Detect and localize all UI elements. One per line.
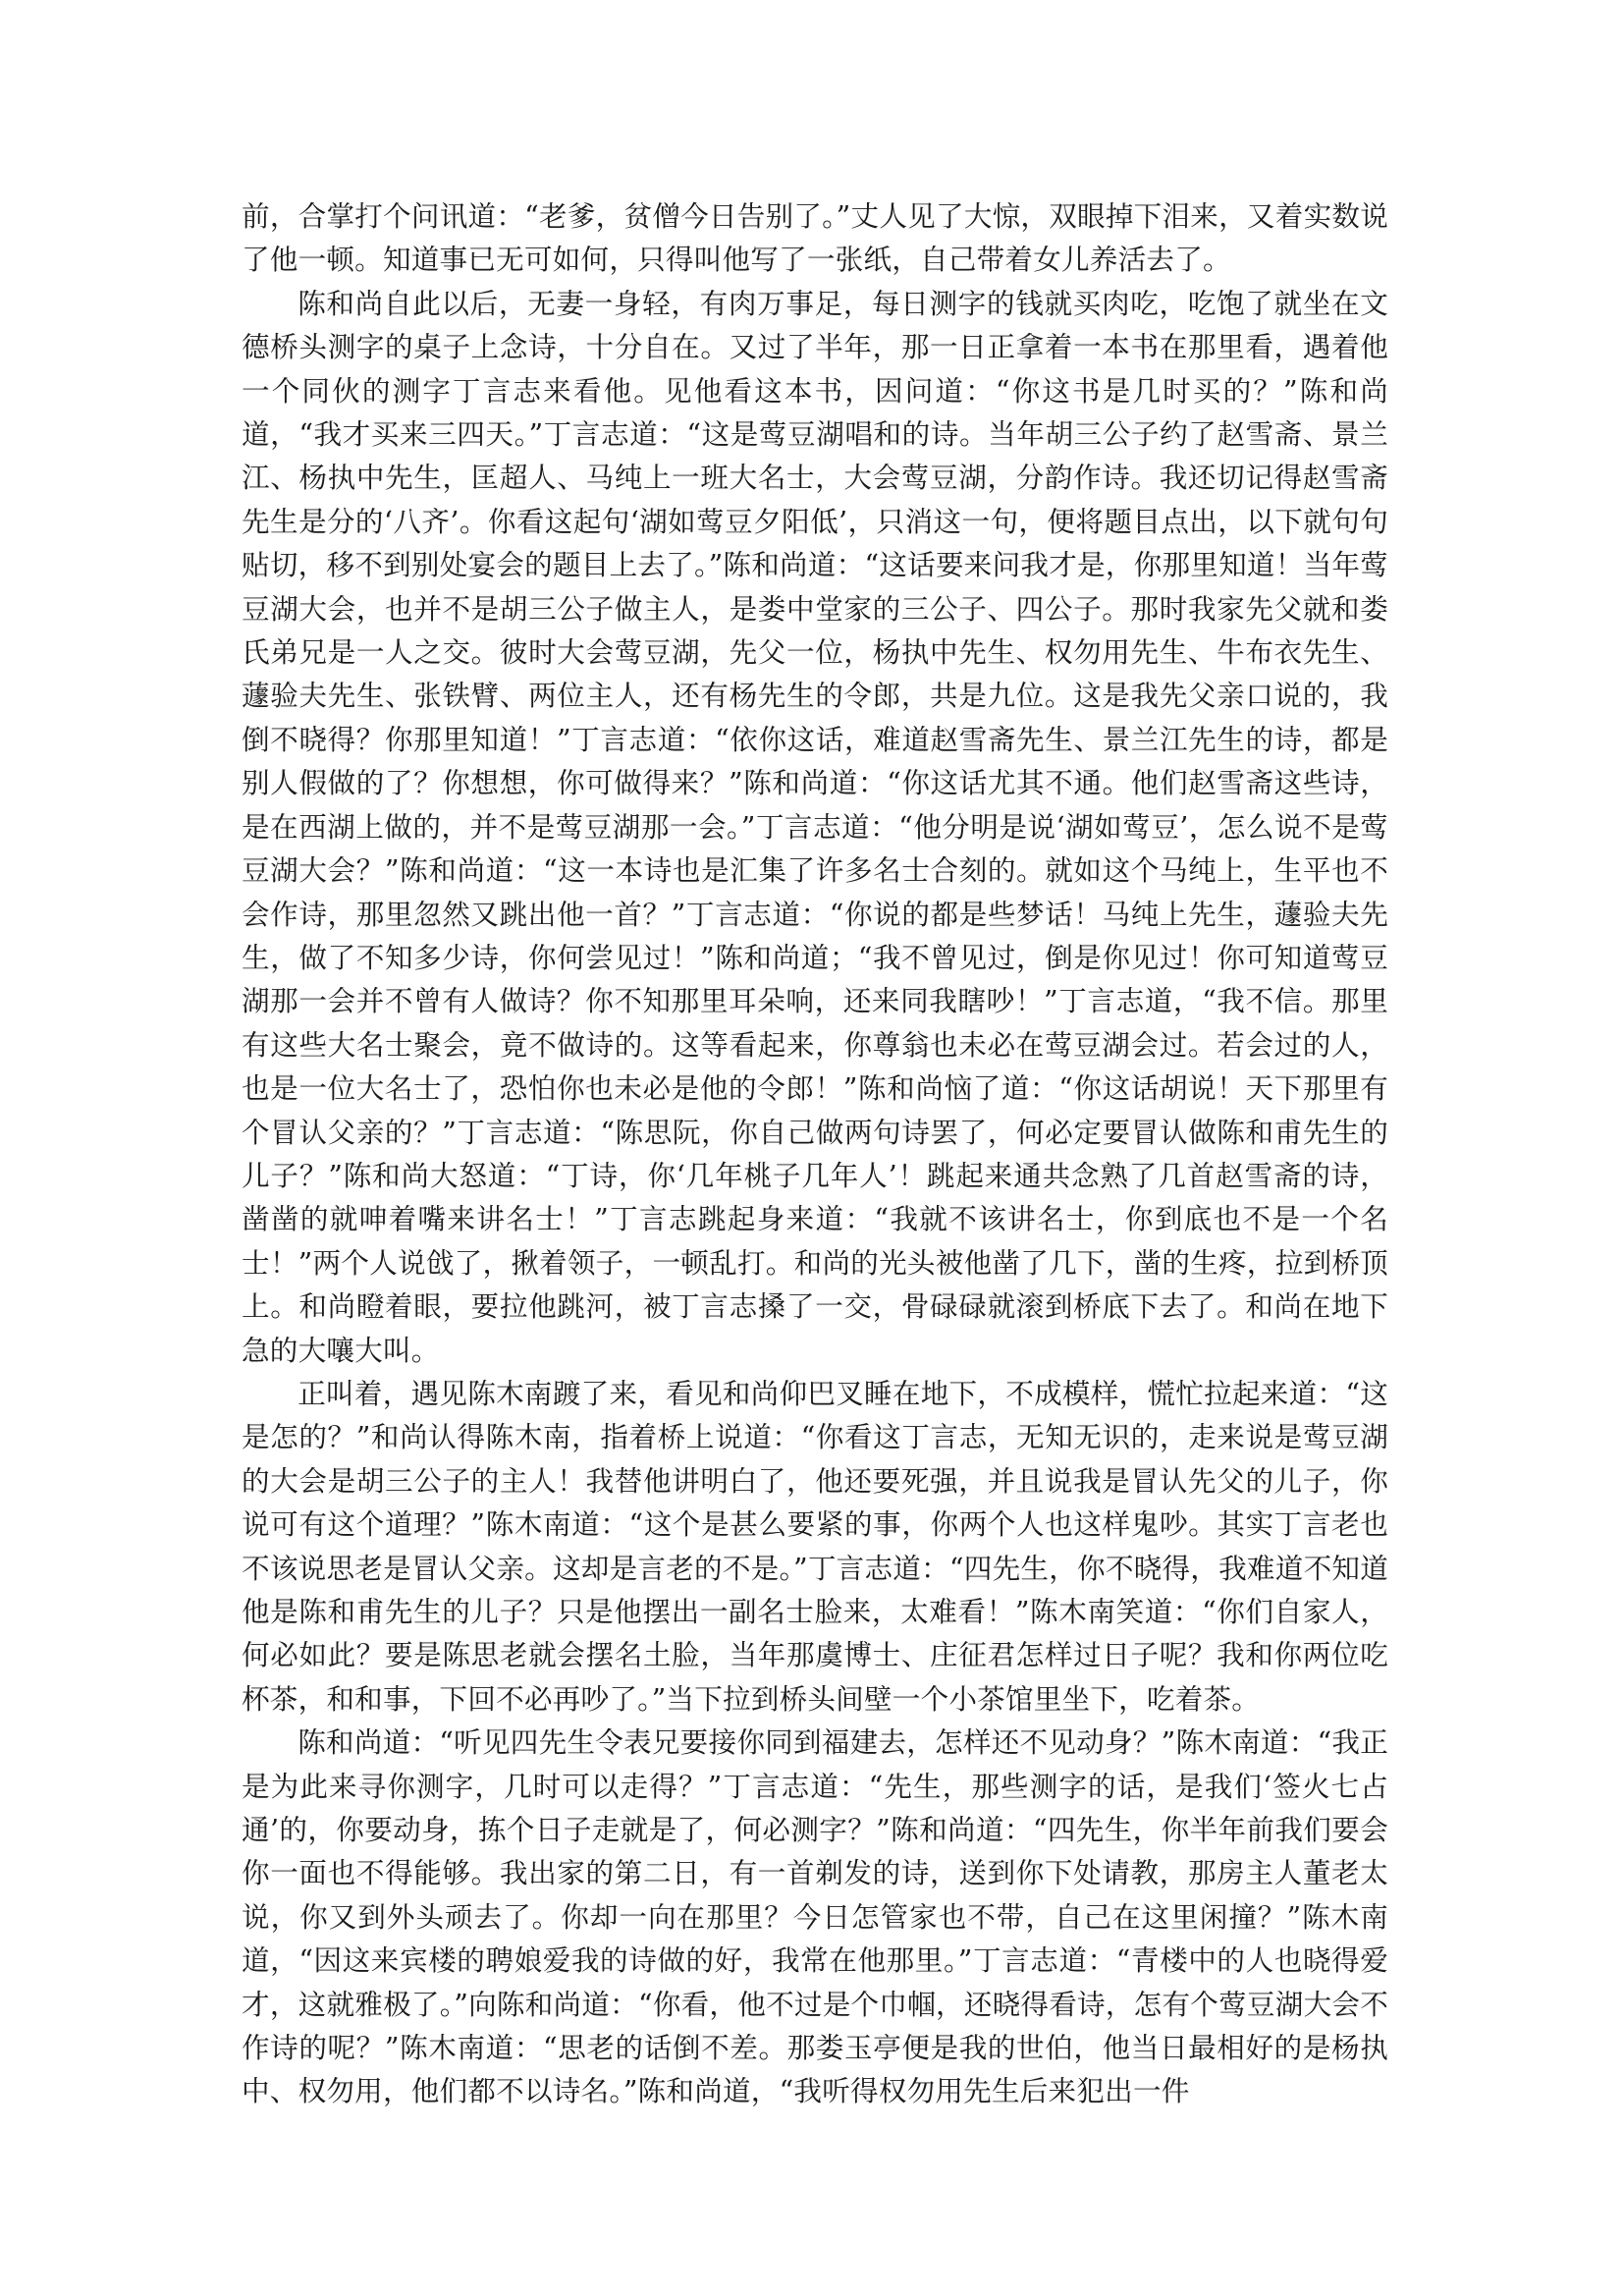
paragraph-4: 陈和尚道：“听见四先生令表兄要接你同到福建去，怎样还不见动身？”陈木南道：“我正是为此来寻你测字，几时可以走得？”丁言志道：“先生，那些测字的话，是我们‘签火七占通’的，你要动身，拣个日子走就是了，何必测字？”陈和尚道：“四先生，你半年前我们要会你一面也不得能够。我出家的第二日，有一首剃发的诗，送到你下处请教，那房主人董老太说，你又到外头顽去了。你却一向在那里？今日怎管家也不带，自己在这里闲撞？”陈木南道，“因这来宾楼的聘娘爱我的诗做的好，我常在他那里。”丁言志道：“青楼中的人也晓得爱才，这就雅极了。”向陈和尚道：“你看，他不过是个巾帼，还晓得看诗，怎有个莺豆湖大会不作诗的呢？”陈木南道：“思老的话倒不差。那娄玉亭便是我的世伯，他当日最相好的是杨执中、权勿用，他们都不以诗名。”陈和尚道，“我听得权勿用先生后来犯出一件 [242, 1725, 1388, 2108]
page-body [242, 194, 1388, 2113]
paragraph-2: 陈和尚自此以后，无妻一身轻，有肉万事足，每日测字的钱就买肉吃，吃饱了就坐在文德桥头测字的桌子上念诗，十分自在。又过了半年，那一日正拿着一本书在那里看，遇着他一个同伙的测字丁言志来看他。见他看这本书，因问道：“你这书是几时买的？”陈和尚道，“我才买来三四天。”丁言志道：“这是莺豆湖唱和的诗。当年胡三公子约了赵雪斋、景兰江、杨执中先生，匡超人、马纯上一班大名士，大会莺豆湖，分韵作诗。我还切记得赵雪斋先生是分的‘八齐’。你看这起句‘湖如莺豆夕阳低’，只消这一句，便将题目点出，以下就句句贴切，移不到别处宴会的题目上去了。”陈和尚道：“这话要来问我才是，你那里知道！当年莺豆湖大会，也并不是胡三公子做主人，是娄中堂家的三公子、四公子。那时我家先父就和娄氏弟兄是一人之交。彼时大会莺豆湖，先父一位，杨执中先生、权勿用先生、牛布衣先生、蘧验夫先生、张铁臂、两位主人，还有杨先生的令郎，共是九位。这是我先父亲口说的，我倒不晓得？你那里知道！”丁言志道：“依你这话，难道赵雪斋先生、景兰江先生的诗，都是别人假做的了？你想想，你可做得来？”陈和尚道：“你这话尤其不通。他们赵雪斋这些诗，是在西湖上做的，并不是莺豆湖那一会。”丁言志道：“他分明是说‘湖如莺豆’，怎么说不是莺豆湖大会？”陈和尚道：“这一本诗也是汇集了许多名士合刻的。就如这个马纯上，生平也不会作诗，那里忽然又跳出他一首？”丁言志道：“你说的都是些梦话！马纯上先生，蘧验夫先生，做了不知多少诗，你何尝见过！”陈和尚道；“我不曾见过，倒是你见过！你可知道莺豆湖那一会并不曾有人做诗？你不知那里耳朵响，还来同我瞎吵！”丁言志道，“我不信。那里有这些大名士聚会，竟不做诗的。这等看起来，你尊翁也未必在莺豆湖会过。若会过的人，也是一位大名士了，恐怕你也未必是他的令郎！”陈和尚恼了道：“你这话胡说！天下那里有个冒认父亲的？”丁言志道：“陈思阮，你自己做两句诗罢了，何必定要冒认做陈和甫先生的儿子？”陈和尚大怒道：“丁诗，你‘几年桃子几年人’！跳起来通共念熟了几首赵雪斋的诗，凿凿的就呻着嘴来讲名士！”丁言志跳起身来道：“我就不该讲名士，你到底也不是一个名士！”两个人说戗了，揪着领子，一顿乱打。和尚的光头被他凿了几下，凿的生疼，拉到桥顶上。和尚瞪着眼，要拉他跳河，被丁言志搡了一交，骨碌碌就滚到桥底下去了。和尚在地下急的大嚷大叫。 [242, 286, 1388, 1367]
paragraph-3: 正叫着，遇见陈木南踱了来，看见和尚仰巴叉睡在地下，不成模样，慌忙拉起来道：“这是怎的？”和尚认得陈木南，指着桥上说道：“你看这丁言志，无知无识的，走来说是莺豆湖的大会是胡三公子的主人！我替他讲明白了，他还要死强，并且说我是冒认先父的儿子，你说可有这个道理？”陈木南道：“这个是甚么要紧的事，你两个人也这样鬼吵。其实丁言老也不该说思老是冒认父亲。这却是言老的不是。”丁言志道：“四先生，你不晓得，我难道不知道他是陈和甫先生的儿子？只是他摆出一副名士脸来，太难看！”陈木南笑道：“你们自家人，何必如此？要是陈思老就会摆名土脸，当年那虞博士、庄征君怎样过日子呢？我和你两位吃杯茶，和和事，下回不必再吵了。”当下拉到桥头间壁一个小茶馆里坐下，吃着茶。 [242, 1376, 1388, 1716]
paragraph-1: 前，合掌打个问讯道：“老爹，贫僧今日告别了。”丈人见了大惊，双眼掉下泪来，又着实数说了他一顿。知道事已无可如何，只得叫他写了一张纸，自己带着女儿养活去了。 [242, 199, 1388, 277]
